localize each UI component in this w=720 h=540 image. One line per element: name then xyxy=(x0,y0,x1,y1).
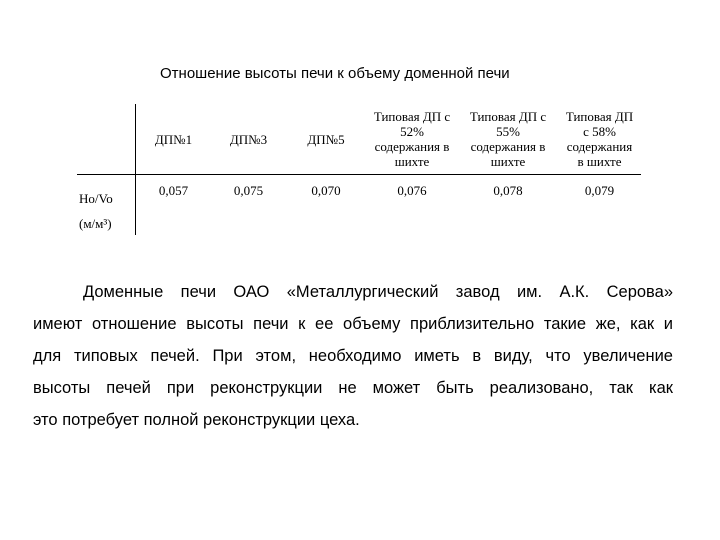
paragraph-line: для типовых печей. При этом, необходимо иметь в виду, что увеличение xyxy=(33,347,673,365)
row-unit: (м/м³) xyxy=(79,216,112,231)
corner-cell xyxy=(77,104,136,175)
header-line: с 58% xyxy=(583,124,616,139)
value-cell: 0,070 xyxy=(311,183,341,198)
header-line: Типовая ДП xyxy=(565,109,634,124)
row-header-cell xyxy=(77,175,136,236)
header-line: Типовая ДП с xyxy=(469,109,547,124)
header-cell-dp3 xyxy=(211,104,286,175)
paragraph-line: имеют отношение высоты печи к ее объему приблизительно такие же, как и xyxy=(33,315,673,333)
header-line: ДП№3 xyxy=(229,131,268,147)
value-cell: 0,076 xyxy=(397,183,427,198)
header-line: шихте xyxy=(490,154,526,169)
ratio-table xyxy=(77,104,641,235)
header-line: в шихте xyxy=(577,154,622,169)
value-cell: 0,079 xyxy=(584,183,615,198)
value-cell: 0,057 xyxy=(158,183,189,198)
header-cell-dp1 xyxy=(136,104,212,175)
paragraph-line: Доменные печи ОАО «Металлургический завод им. А.К. Серова» xyxy=(83,283,673,301)
header-line: 55% xyxy=(496,124,520,139)
body-paragraph xyxy=(33,276,673,436)
table-row xyxy=(77,175,641,236)
header-line: ДП№1 xyxy=(154,131,193,147)
header-line: содержания в xyxy=(470,139,546,154)
header-cell-typical-58 xyxy=(558,104,641,175)
paragraph-line: высоты печей при реконструкции не может быть реализовано, так как xyxy=(33,379,673,397)
header-line: Типовая ДП с xyxy=(373,109,451,124)
page-title: Отношение высоты печи к объему доменной печи xyxy=(160,65,510,82)
header-line: ДП№5 xyxy=(307,131,345,147)
header-cell-typical-52 xyxy=(366,104,458,175)
value-cell: 0,078 xyxy=(493,183,523,198)
header-line: содержания xyxy=(566,139,633,154)
value-cell: 0,075 xyxy=(233,183,264,198)
table-header-row xyxy=(77,104,641,175)
header-cell-dp5 xyxy=(286,104,366,175)
paragraph-line: это потребует полной реконструкции цеха. xyxy=(33,411,360,429)
header-line: содержания в xyxy=(374,139,450,154)
header-line: 52% xyxy=(400,124,424,139)
row-label: Но/Vo xyxy=(79,191,113,206)
header-line: шихте xyxy=(394,154,430,169)
header-cell-typical-55 xyxy=(458,104,558,175)
